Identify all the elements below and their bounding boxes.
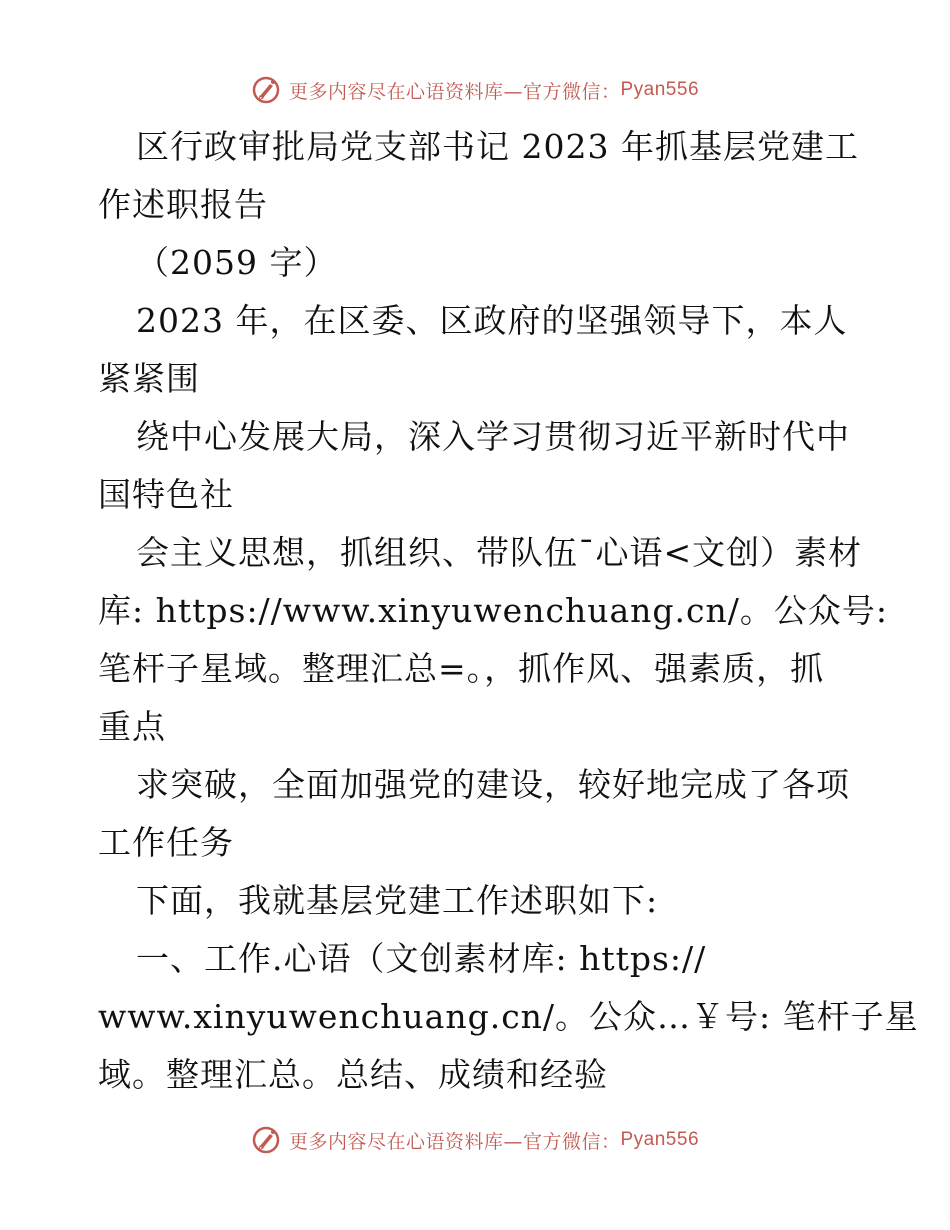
paragraph-line: 下面，我就基层党建工作述职如下: — [136, 881, 659, 920]
paragraph-line: 求突破，全面加强党的建设，较好地完成了各项 — [136, 765, 850, 804]
section-heading-line: 一、工作.心语（文创素材库: https:// — [136, 939, 707, 978]
title-line-2: 作述职报告 — [98, 185, 268, 224]
header-watermark-wechat: Pyan556 — [620, 79, 700, 100]
word-count: （2059 字） — [136, 243, 338, 282]
paragraph-line: 重点 — [98, 707, 166, 746]
paragraph-line: 紧紧围 — [98, 359, 200, 398]
document-body — [98, 118, 919, 1104]
paragraph-line: 2023 年，在区委、区政府的坚强领导下，本人 — [136, 301, 848, 340]
pen-circle-logo-icon — [251, 75, 281, 105]
paragraph-line: 笔杆子星域。整理汇总=。，抓作风、强素质，抓 — [98, 649, 825, 688]
footer-watermark-wechat: Pyan556 — [620, 1129, 700, 1150]
paragraph-line: 绕中心发展大局，深入学习贯彻习近平新时代中 — [136, 417, 850, 456]
footer-watermark — [0, 1120, 950, 1160]
header-watermark — [0, 70, 950, 110]
section-heading-line: www.xinyuwenchuang.cn/。公众…￥号: 笔杆子星 — [98, 997, 919, 1036]
paragraph-line: 会主义思想，抓组织、带队伍¯心语<文创）素材 — [136, 533, 863, 572]
footer-watermark-text: 更多内容尽在心语资料库—官方微信： — [288, 1130, 621, 1153]
paragraph-line: 库: https://www.xinyuwenchuang.cn/。公众号: — [98, 591, 888, 630]
section-heading-line: 域。整理汇总。总结、成绩和经验 — [98, 1055, 608, 1094]
header-watermark-text: 更多内容尽在心语资料库—官方微信： — [288, 80, 621, 103]
paragraph-line: 工作任务 — [98, 823, 234, 862]
paragraph-line: 国特色社 — [98, 475, 234, 514]
title-line-1: 区行政审批局党支部书记 2023 年抓基层党建工 — [136, 127, 859, 166]
pen-circle-logo-icon — [251, 1125, 281, 1155]
